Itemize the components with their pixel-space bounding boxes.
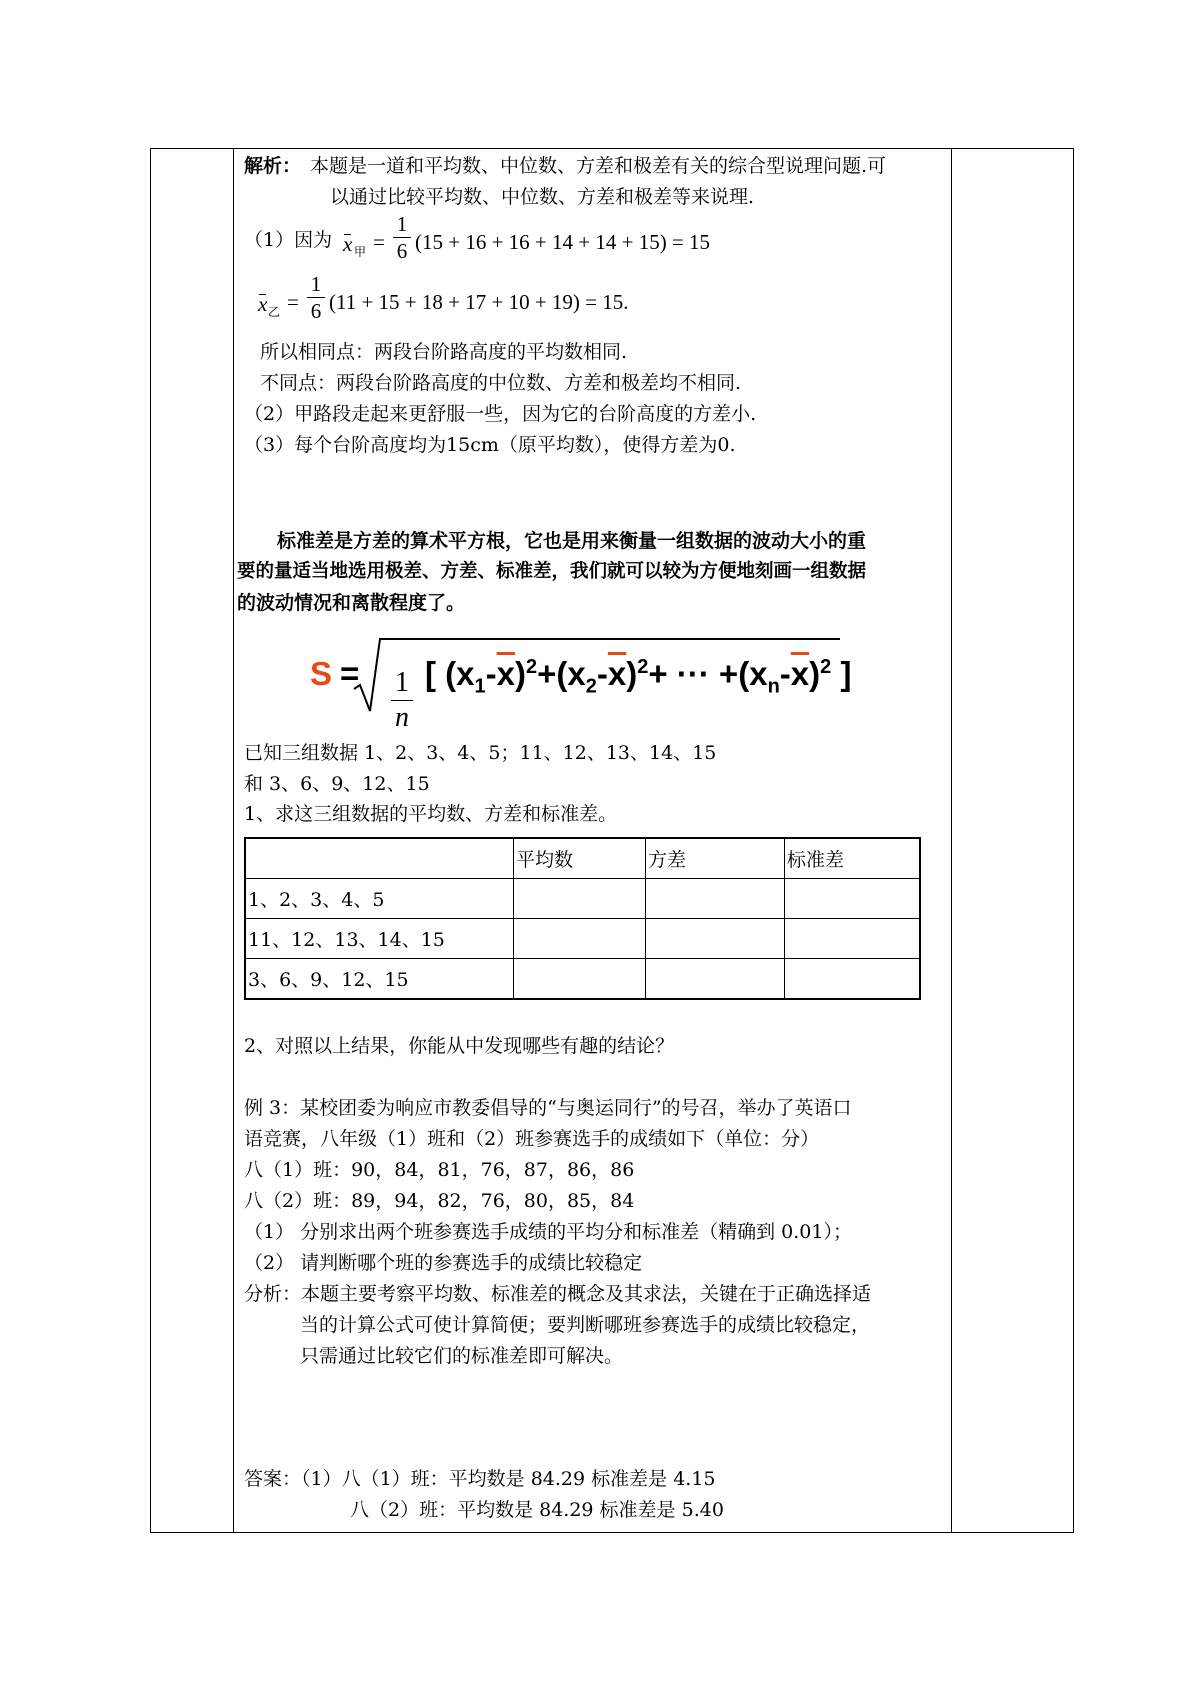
table-row <box>245 919 920 959</box>
diff-point: 不同点：两段台阶路高度的中位数、方差和极差均不相同. <box>260 372 742 394</box>
xbar-yi: x <box>258 292 268 316</box>
right-column-divider <box>951 149 952 1532</box>
eq2-equals: = <box>287 290 299 314</box>
table-header-std: 标准差 <box>785 838 921 879</box>
formula-equals: = <box>340 655 360 692</box>
table-header-cell <box>245 838 514 879</box>
table-row <box>245 959 920 1000</box>
part-3: （3）每个台阶高度均为15cm（原平均数），使得方差为0. <box>244 434 736 456</box>
exercise-line-1: 已知三组数据 1、2、3、4、5；11、12、13、14、15 <box>244 742 717 764</box>
table-row-label: 1、2、3、4、5 <box>245 879 514 919</box>
eq1-subscript: 甲 <box>354 245 367 259</box>
xbar-jia: x <box>343 232 353 256</box>
table-cell[interactable] <box>514 879 646 919</box>
table-cell[interactable] <box>785 919 921 959</box>
analysis-3-line-1: 分析：本题主要考察平均数、标准差的概念及其求法，关键在于正确选择适 <box>244 1283 872 1305</box>
table-cell[interactable] <box>785 959 921 1000</box>
formula-s: S <box>310 655 333 692</box>
class-2-scores: 八（2）班：89，94，82，76，80，85，84 <box>244 1190 635 1212</box>
analysis-3-line-2: 当的计算公式可使计算简便；要判断哪班参赛选手的成绩比较稳定， <box>300 1314 871 1336</box>
eq1-fraction: 1 6 <box>393 213 411 262</box>
left-column-divider <box>233 149 234 1532</box>
table-row-label: 3、6、9、12、15 <box>245 959 514 1000</box>
eq2-body: (11 + 15 + 18 + 17 + 10 + 19) = 15. <box>329 290 629 314</box>
task-2: （2） 请判断哪个班的参赛选手的成绩比较稳定 <box>244 1252 643 1274</box>
analysis-3-line-3: 只需通过比较它们的标准差即可解决。 <box>300 1345 624 1367</box>
same-point: 所以相同点：两段台阶路高度的平均数相同. <box>260 341 628 363</box>
analysis-label: 解析： <box>244 155 302 177</box>
analysis-line-1: 本题是一道和平均数、中位数、方差和极差有关的综合型说理问题.可 <box>310 155 887 177</box>
part-2: （2）甲路段走起来更舒服一些，因为它的台阶高度的方差小. <box>244 403 757 425</box>
table-row <box>245 879 920 919</box>
answer-line-2: 八（2）班：平均数是 84.29 标准差是 5.40 <box>350 1499 724 1521</box>
table-header-mean: 平均数 <box>514 838 646 879</box>
table-row-label: 11、12、13、14、15 <box>245 919 514 959</box>
class-1-scores: 八（1）班：90，84，81，76，87，86，86 <box>244 1159 635 1181</box>
formula-body: [ $(x_1-\overline{x})^2+(x_2-\overline{x})^2+$ ··· $+(x_n-\overline{x})^2$ ] <box>425 655 852 698</box>
table-cell[interactable] <box>646 919 785 959</box>
table-cell[interactable] <box>514 959 646 1000</box>
eq1-prefix: （1）因为 <box>244 229 333 251</box>
task-1: （1） 分别求出两个班参赛选手成绩的平均分和标准差（精确到 0.01）； <box>244 1221 852 1243</box>
table-header-row <box>245 838 920 879</box>
std-intro-line-1: 标准差是方差的算术平方根，它也是用来衡量一组数据的波动大小的重 <box>277 530 867 552</box>
eq2-fraction: 1 6 <box>307 273 325 322</box>
analysis-line-2: 以通过比较平均数、中位数、方差和极差等来说理. <box>330 186 755 208</box>
example3-line-2: 语竞赛，八年级（1）班和（2）班参赛选手的成绩如下（单位：分） <box>244 1128 820 1150</box>
formula-fraction: 1 n <box>391 668 413 733</box>
table-header-variance: 方差 <box>646 838 785 879</box>
eq2-subscript: 乙 <box>268 305 281 319</box>
table-cell[interactable] <box>646 959 785 1000</box>
std-intro-line-2: 要的量适当地选用极差、方差、标准差，我们就可以较为方便地刻画一组数据 <box>237 561 867 582</box>
answer-line-1: 答案：（1）八（1）班：平均数是 84.29 标准差是 4.15 <box>244 1468 716 1490</box>
exercise-line-2: 和 3、6、9、12、15 <box>244 773 430 795</box>
data-table <box>244 837 921 1000</box>
example3-line-1: 例 3：某校团委为响应市教委倡导的“与奥运同行”的号召，举办了英语口 <box>244 1097 852 1119</box>
eq1-equals: = <box>373 230 385 254</box>
std-intro-line-3: 的波动情况和离散程度了。 <box>237 592 466 614</box>
table-cell[interactable] <box>785 879 921 919</box>
table-cell[interactable] <box>646 879 785 919</box>
table-cell[interactable] <box>514 919 646 959</box>
exercise-question-1: 1、求这三组数据的平均数、方差和标准差。 <box>244 803 618 825</box>
exercise-question-2: 2、对照以上结果，你能从中发现哪些有趣的结论？ <box>244 1035 675 1057</box>
eq1-body: (15 + 16 + 16 + 14 + 14 + 15) = 15 <box>415 230 711 254</box>
